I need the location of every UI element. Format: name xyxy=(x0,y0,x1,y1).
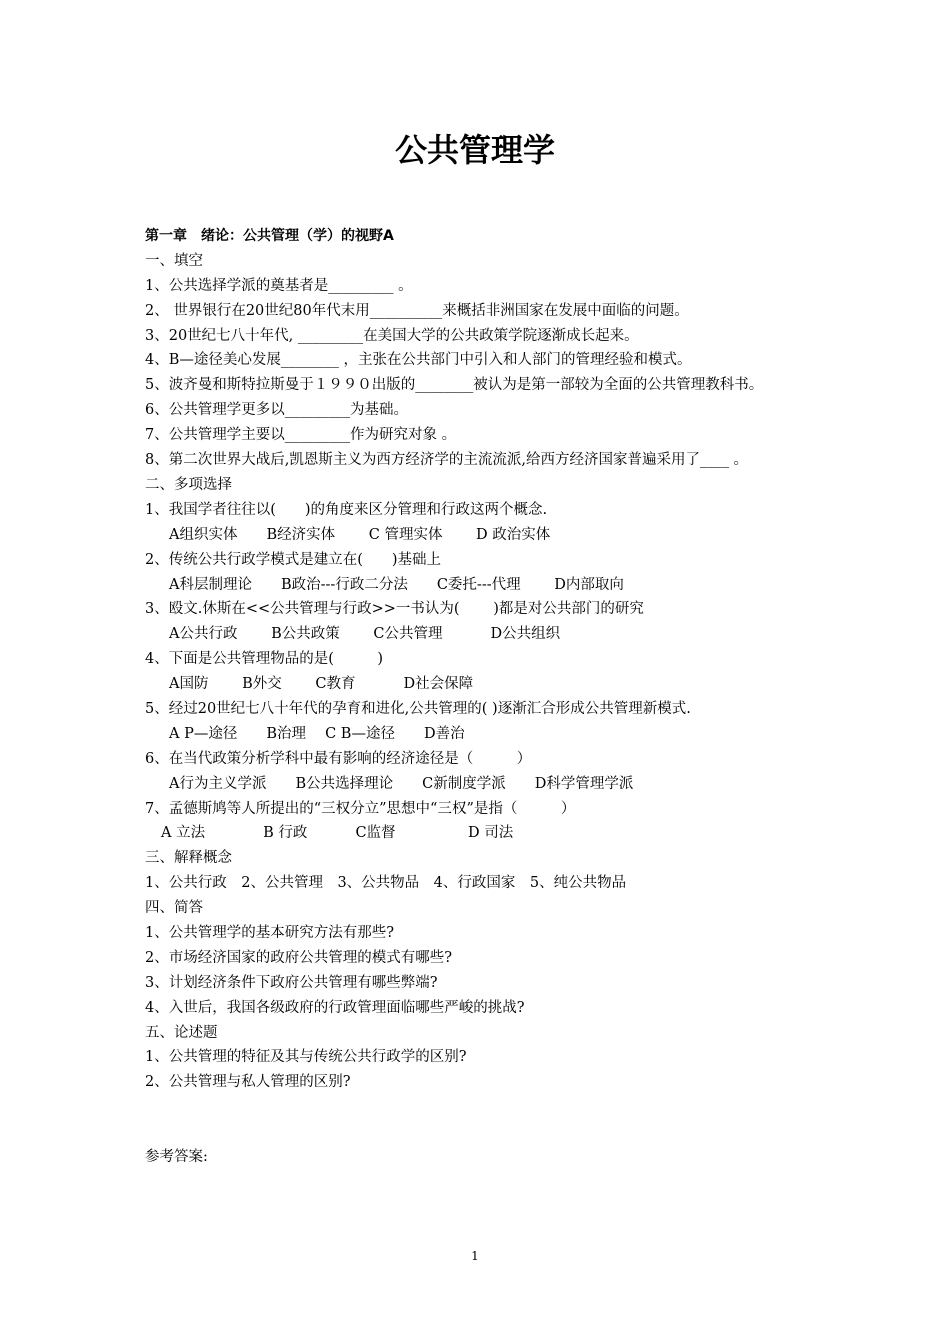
question-line: 2、公共管理与私人管理的区别? xyxy=(145,1074,351,1091)
question-line: 1、公共管理的特征及其与传统公共行政学的区别? xyxy=(145,1049,467,1066)
options-line: A国防 B外交 C教育 D社会保障 xyxy=(169,676,474,693)
question-line: 3、计划经济条件下政府公共管理有哪些弊端? xyxy=(145,974,438,991)
options-line: A P—途径 B治理 C B—途径 D善治 xyxy=(169,725,465,742)
question-line: 2、传统公共行政学模式是建立在( )基础上 xyxy=(145,551,442,568)
question-line: 4、下面是公共管理物品的是( ) xyxy=(145,651,384,668)
question-line: 8、第二次世界大战后,凯恩斯主义为西方经济学的主流流派,给西方经济国家普遍采用了____ 。 xyxy=(145,452,749,469)
question-line: 4、B—途径美心发展________ ，主张在公共部门中引入和人部门的管理经验和模式。 xyxy=(145,352,692,369)
spacer xyxy=(145,1095,825,1145)
question-line: 6、公共管理学更多以_________为基础。 xyxy=(145,402,408,419)
document-body xyxy=(145,224,825,1170)
question-line: 2、 世界银行在20世纪80年代末用__________来概括非洲国家在发展中面临的问题。 xyxy=(145,302,689,319)
question-line: 4、入世后，我国各级政府的行政管理面临哪些严峻的挑战? xyxy=(145,999,525,1016)
question-line: 5、波齐曼和斯特拉斯曼于１９９０出版的________被认为是第一部较为全面的公共管理教科书。 xyxy=(145,377,764,394)
question-line: 1、公共选择学派的奠基者是_________ 。 xyxy=(145,277,413,294)
question-line: 6、在当代政策分析学科中最有影响的经济途径是（ ） xyxy=(145,750,532,767)
page-title: 公共管理学 xyxy=(394,131,555,169)
question-list xyxy=(145,249,825,1095)
section-heading: 一、填空 xyxy=(145,252,203,269)
question-line: 5、经过20世纪七八十年代的孕育和进化,公共管理的( )逐渐汇合形成公共管理新模式. xyxy=(145,700,691,717)
question-line: 7、孟德斯鸠等人所提出的“三权分立”思想中“三权”是指（ ） xyxy=(145,800,576,817)
options-line: A公共行政 B公共政策 C公共管理 D公共组织 xyxy=(169,626,561,643)
options-line: A 立法 B 行政 C监督 D 司法 xyxy=(161,825,514,842)
question-line: 3、殴文.休斯在<<公共管理与行政>>一书认为( )都是对公共部门的研究 xyxy=(145,601,644,618)
page-number: 1 xyxy=(471,1249,479,1263)
section-heading: 二、多项选择 xyxy=(145,476,232,493)
section-heading: 三、解释概念 xyxy=(145,850,232,867)
section-heading: 四、简答 xyxy=(145,900,203,917)
options-line: A行为主义学派 B公共选择理论 C新制度学派 D科学管理学派 xyxy=(169,775,634,792)
answers-label: 参考答案: xyxy=(145,1149,208,1166)
section-heading: 五、论述题 xyxy=(145,1024,218,1041)
options-line: A组织实体 B经济实体 C 管理实体 D 政治实体 xyxy=(169,526,551,543)
question-line: 1、公共管理学的基本研究方法有那些? xyxy=(145,924,394,941)
question-line: 7、公共管理学主要以_________作为研究对象 。 xyxy=(145,427,457,444)
options-line: A科层制理论 B政治---行政二分法 C委托---代理 D内部取向 xyxy=(169,576,624,593)
question-line: 3、20世纪七八十年代, _________在美国大学的公共政策学院逐渐成长起来。 xyxy=(145,327,639,344)
question-line: 1、我国学者往往以( )的角度来区分管理和行政这两个概念. xyxy=(145,501,548,518)
chapter-heading: 第一章 绪论：公共管理（学）的视野A xyxy=(145,228,394,244)
question-line: 2、市场经济国家的政府公共管理的模式有哪些? xyxy=(145,949,452,966)
question-line: 1、公共行政 2、公共管理 3、公共物品 4、行政国家 5、纯公共物品 xyxy=(145,875,627,892)
